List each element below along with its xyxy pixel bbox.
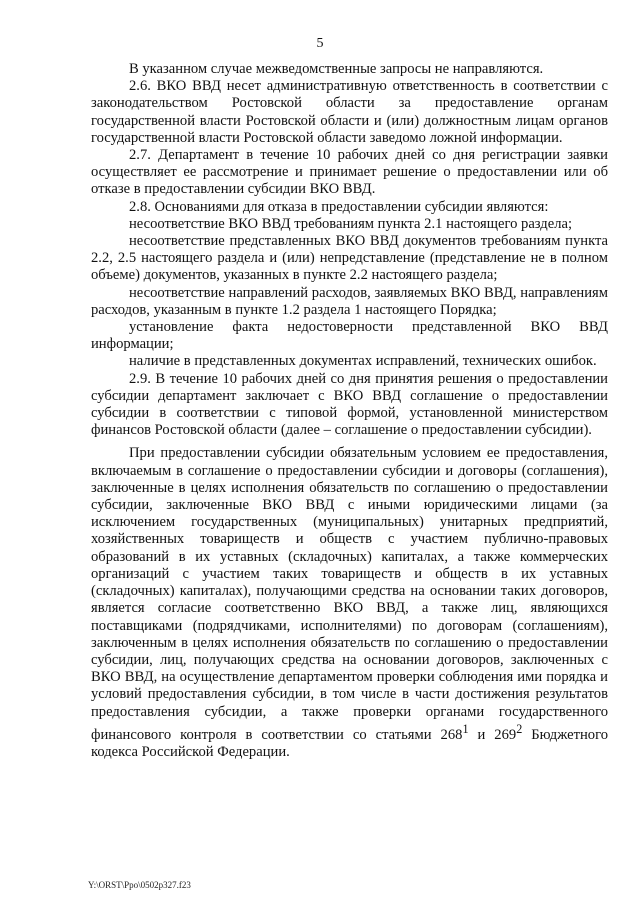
paragraph-2-6: 2.6. ВКО ВВД несет административную ответственность в соответствии с законодательством Ростовской области за предоставление органам государственной власти Ростовской области и (или) должностным лицам органов государственной власти Ростовской области заведомо ложной информации. bbox=[91, 78, 608, 146]
list-item-expense-directions: несоответствие направлений расходов, заявляемых ВКО ВВД, направлениям расходов, указанным в пункте 1.2 раздела 1 настоящего Порядка; bbox=[91, 284, 608, 318]
paragraph-2-9: 2.9. В течение 10 рабочих дней со дня принятия решения о предоставлении субсидии департамент заключает с ВКО ВВД соглашение о предоставлении субсидии в соответствии с типовой формой, установленной министерством финансов Ростовской области (далее – соглашение о предоставлении субсидии). bbox=[91, 370, 608, 439]
superscript-269: 2 bbox=[516, 721, 523, 736]
paragraph-no-requests: В указанном случае межведомственные запросы не направляются. bbox=[129, 61, 544, 77]
paragraph-mandatory-condition bbox=[91, 445, 608, 761]
paragraph-2-7: 2.7. Департамент в течение 10 рабочих дней со дня регистрации заявки осуществляет ее рассмотрение и принимает решение о предоставлении или об отказе в предоставлении субсидии ВКО ВВД. bbox=[91, 147, 608, 198]
paragraph-text: При предоставлении субсидии обязательным условием ее предоставления, включаемым в соглашение о предоставлении субсидии и договоры (соглашения), заключенные в целях исполнения обязательств по соглашению о предоставлении субсидии, заключенные ВКО ВВД с иными юридическими лицами (за исключением государственных (муниципальных) унитарных предприятий, хозяйственных товариществ и обществ с участием публично-правовых образований в их уставных (складочных) капиталах, а также коммерческих организаций с участием таких товариществ и обществ в их уставных (складочных) капиталах), получающими средства на основании таких договоров, является согласие соответственно ВКО ВВД, а также лиц, являющихся поставщиками (подрядчиками, исполнителями) по договорам (соглашениям), заключенным в целях исполнения обязательств по соглашению о предоставлении субсидии, лиц, получающих средства на основании договоров, заключенных с ВКО ВВД, на осуществление департаментом проверки соблюдения ими порядка и условий предоставления субсидии, в том числе в части достижения результатов предоставления субсидии, а также проверки органами государственного финансового контроля в соответствии со статьями 268 bbox=[91, 445, 608, 743]
list-item-errors: наличие в представленных документах исправлений, технических ошибок. bbox=[129, 353, 597, 370]
page-number: 5 bbox=[316, 36, 324, 51]
paragraph-text-mid: и 269 bbox=[468, 726, 517, 743]
paragraph-2-8: 2.8. Основаниями для отказа в предоставлении субсидии являются: bbox=[129, 198, 549, 215]
file-path-footer: Y:\ORST\Ppo\0502p327.f23 bbox=[88, 880, 191, 890]
document-body bbox=[91, 61, 608, 761]
list-item-requirements: несоответствие ВКО ВВД требованиям пункта 2.1 настоящего раздела; bbox=[129, 215, 573, 232]
paragraph-text-tail: Бюджетного кодекса Российской Федерации. bbox=[91, 726, 609, 760]
superscript-268: 1 bbox=[462, 721, 469, 736]
list-item-unreliable-info: установление факта недостоверности представленной ВКО ВВД информации; bbox=[91, 319, 608, 353]
list-item-documents: несоответствие представленных ВКО ВВД документов требованиям пункта 2.2, 2.5 настоящего раздела и (или) непредставление (представление не в полном объеме) документов, указанных в пункте 2.2 настоящего раздела; bbox=[91, 233, 608, 284]
